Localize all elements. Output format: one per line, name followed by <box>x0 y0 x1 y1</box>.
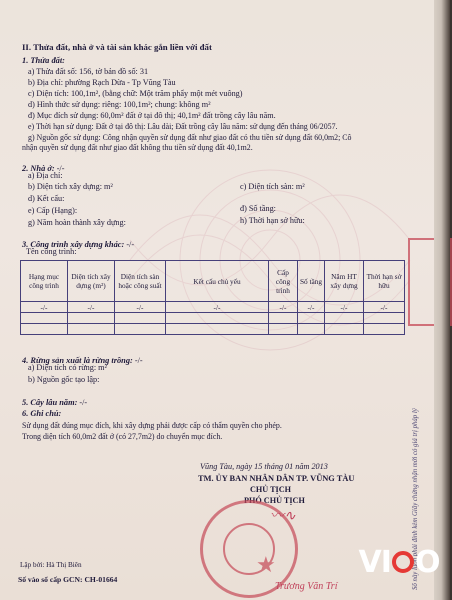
house-address: a) Địa chỉ: <box>28 171 63 180</box>
table-cell <box>364 324 405 335</box>
table-cell <box>68 313 115 324</box>
construction-name-line: Tên công trình: <box>26 247 77 256</box>
side-note: Sổ này luôn phải đính kèm Giấy chứng nhận mới có giá trị pháp lý <box>412 408 419 590</box>
signer-role-chairman: CHỦ TỊCH <box>250 485 292 494</box>
table-cell <box>325 313 364 324</box>
signer-name: Trương Văn Trí <box>275 581 338 592</box>
official-seal: ★ <box>200 500 298 598</box>
forest-title: 4. Rừng sản xuất là rừng trồng: <box>22 356 133 365</box>
table-cell <box>364 313 405 324</box>
table-cell <box>21 313 68 324</box>
table-cell <box>298 324 325 335</box>
table-row <box>21 313 405 324</box>
land-line-dd: đ) Mục đích sử dụng: 60,0m² đất ở tại đô thị; 40,1m² đất trồng cây lâu năm. <box>28 111 276 120</box>
table-header-cell: Số tầng <box>298 261 325 302</box>
construction-title: 3. Công trình xây dựng khác: <box>22 240 125 249</box>
table-cell: -/- <box>269 302 298 313</box>
signer-role-vice-chairman: PHÓ CHỦ TỊCH <box>244 496 305 505</box>
land-title: 1. Thửa đất: <box>22 56 65 65</box>
table-cell <box>269 313 298 324</box>
signing-authority: TM. ỦY BAN NHÂN DÂN TP. VŨNG TÀU <box>198 474 355 483</box>
forest-origin: b) Nguồn gốc tạo lập: <box>28 375 100 384</box>
perennial-title: 5. Cây lâu năm: <box>22 398 78 407</box>
table-cell: -/- <box>68 302 115 313</box>
table-cell <box>166 313 269 324</box>
house-year: g) Năm hoàn thành xây dựng: <box>28 218 126 227</box>
table-cell: -/- <box>298 302 325 313</box>
table-cell <box>325 324 364 335</box>
table-cell: -/- <box>364 302 405 313</box>
table-cell <box>269 324 298 335</box>
perennial-row <box>22 392 87 410</box>
table-cell: -/- <box>115 302 166 313</box>
table-header-cell: Hạng mục công trình <box>21 261 68 302</box>
land-line-e: e) Thời hạn sử dụng: Đất ở tại đô thị: Lâu dài; Đất trồng cây lâu năm: sử dụng đến tháng 06/2057. <box>28 122 338 131</box>
house-structure: d) Kết cấu: <box>28 194 65 203</box>
construction-none: -/- <box>124 240 135 249</box>
table-header-cell: Kết cấu chủ yếu <box>166 261 269 302</box>
table-cell <box>68 324 115 335</box>
table-cell <box>115 324 166 335</box>
signing-date: Vũng Tàu, ngày 15 tháng 01 năm 2013 <box>200 462 328 471</box>
table-header-cell: Diện tích sàn hoặc công suất <box>115 261 166 302</box>
table-header-cell: Thời hạn sở hữu <box>364 261 405 302</box>
table-cell: -/- <box>21 302 68 313</box>
land-line-a: a) Thửa đất số: 156, tờ bản đồ số: 31 <box>28 67 149 76</box>
table-cell <box>115 313 166 324</box>
page-edge <box>434 0 450 600</box>
handwritten-signature: 〰∿ <box>270 508 296 524</box>
land-line-c: c) Diện tích: 100,1m², (bằng chữ: Một trăm phẩy một mét vuông) <box>28 89 243 98</box>
table-row <box>21 302 405 313</box>
table-header-row <box>21 261 405 302</box>
house-title: 2. Nhà ở: <box>22 164 55 173</box>
land-line-d: d) Hình thức sử dụng: riêng: 100,1m²; chung: không m² <box>28 100 211 109</box>
registry-number: Số vào sổ cấp GCN: CH-01664 <box>18 575 118 584</box>
house-grade: e) Cấp (Hạng): <box>28 206 78 215</box>
table-cell <box>298 313 325 324</box>
vico-logo <box>356 540 442 584</box>
land-line-g-cont: nhận quyền sử dụng đất như giao đất không thu tiền sử dụng đất 40,1m2. <box>22 143 253 152</box>
house-floors: đ) Số tầng: <box>240 204 276 213</box>
table-cell: -/- <box>166 302 269 313</box>
land-line-b: b) Địa chỉ: phường Rạch Dừa - Tp Vũng Tàu <box>28 78 176 87</box>
table-cell: -/- <box>325 302 364 313</box>
perennial-value: -/- <box>77 398 88 407</box>
preparer-line: Lập bởi: Hà Thị Biên <box>20 561 82 569</box>
house-floor-area: c) Diện tích sàn: m² <box>240 182 305 191</box>
house-ownership-term: h) Thời hạn sở hữu: <box>240 216 305 225</box>
forest-none: -/- <box>132 356 143 365</box>
table-header-cell: Cấp công trình <box>269 261 298 302</box>
notes-line-2: Trong diện tích 60,0m2 đất ở (có 27,7m2) do chuyển mục đích. <box>22 432 223 441</box>
land-line-g: g) Nguồn gốc sử dụng: Công nhận quyền sử dụng đất như giao đất có thu tiền sử dụng đất 60,0m2; Cô <box>28 133 352 142</box>
table-header-cell: Năm HT xây dựng <box>325 261 364 302</box>
house-none: -/- <box>54 164 65 173</box>
notes-title: 6. Ghi chú: <box>22 409 62 418</box>
house-build-area: b) Diện tích xây dựng: m² <box>28 182 113 191</box>
table-header-cell: Diện tích xây dựng (m²) <box>68 261 115 302</box>
notes-line-1: Sử dụng đất đúng mục đích, khi xây dựng phải được cấp có thẩm quyền cho phép. <box>22 421 282 430</box>
forest-area: a) Diện tích có rừng: m² <box>28 363 107 372</box>
table-cell <box>21 324 68 335</box>
table-cell <box>166 324 269 335</box>
section-heading: II. Thửa đất, nhà ở và tài sản khác gắn liền với đất <box>22 42 212 52</box>
table-row <box>21 324 405 335</box>
construction-table <box>20 260 405 335</box>
vico-logo-text: VI O <box>358 544 440 580</box>
